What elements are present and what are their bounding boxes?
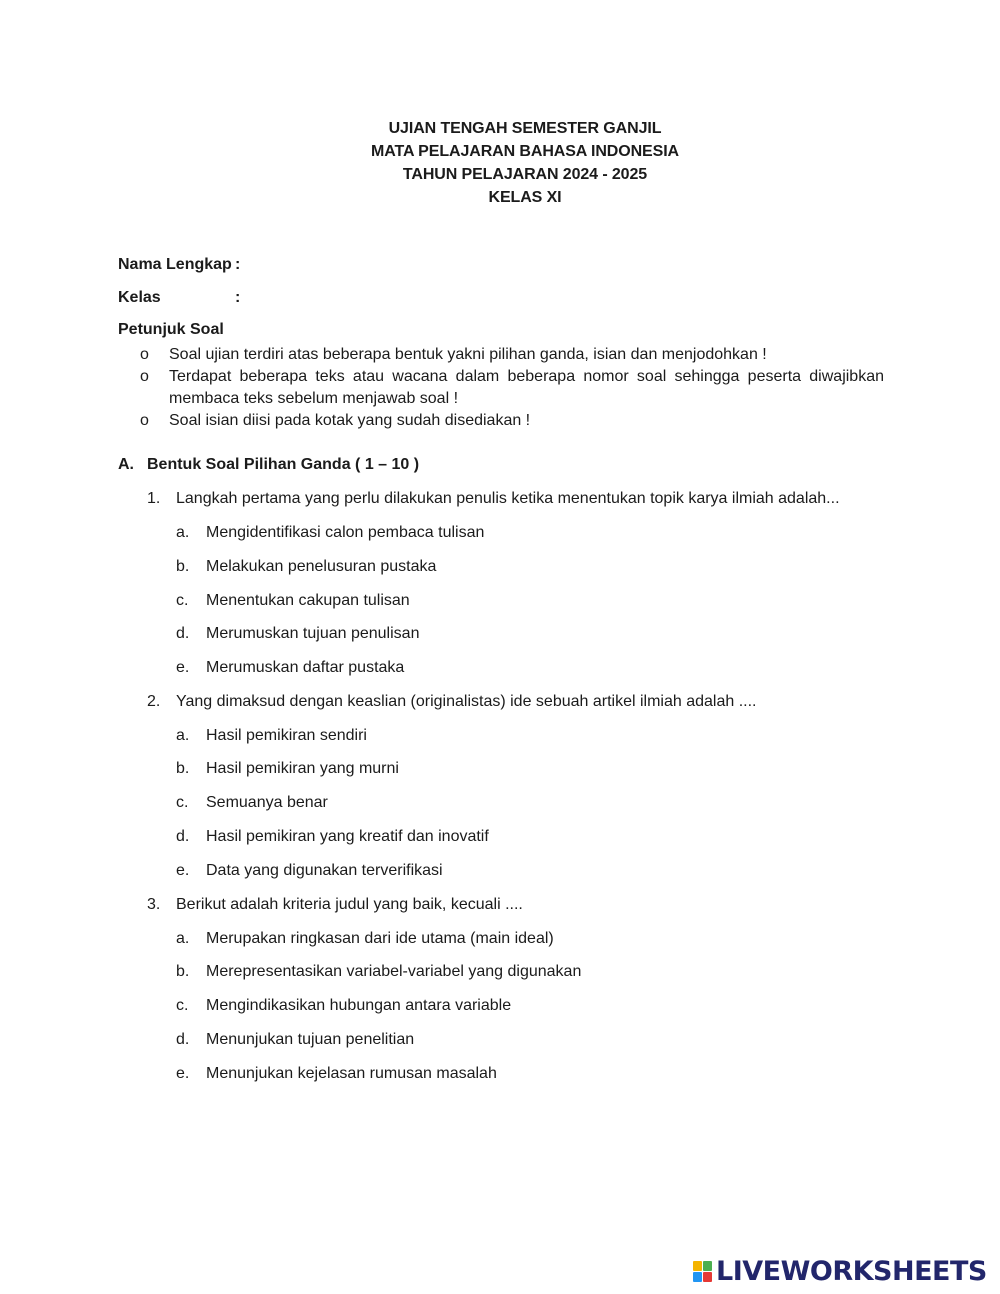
option-text: Data yang digunakan terverifikasi — [206, 862, 443, 879]
option-text: Menunjukan kejelasan rumusan masalah — [206, 1065, 497, 1082]
section-letter: A. — [118, 456, 134, 473]
answer-option[interactable] — [176, 794, 328, 812]
answer-option[interactable] — [176, 862, 443, 880]
logo-tile — [703, 1272, 712, 1282]
option-letter: e. — [176, 659, 190, 676]
option-letter: d. — [176, 625, 190, 642]
name-colon: : — [235, 256, 241, 273]
option-letter: a. — [176, 524, 190, 541]
instructions-title: Petunjuk Soal — [118, 321, 224, 338]
question-2 — [147, 693, 756, 711]
instruction-item — [118, 366, 884, 410]
answer-option[interactable] — [176, 997, 511, 1015]
liveworksheets-logo[interactable] — [693, 1256, 987, 1287]
answer-option[interactable] — [176, 930, 554, 948]
instruction-text: Soal isian diisi pada kotak yang sudah disediakan ! — [169, 412, 531, 429]
option-letter: d. — [176, 1031, 190, 1048]
answer-option[interactable] — [176, 1065, 497, 1083]
question-3 — [147, 896, 523, 914]
name-field — [118, 256, 241, 274]
header-line-1: UJIAN TENGAH SEMESTER GANJIL — [388, 120, 662, 137]
option-text: Mengindikasikan hubungan antara variable — [206, 997, 512, 1014]
option-text: Mengidentifikasi calon pembaca tulisan — [206, 524, 485, 541]
option-letter: b. — [176, 963, 190, 980]
option-letter: b. — [176, 558, 190, 575]
logo-tile — [693, 1261, 702, 1271]
instructions-list — [118, 344, 884, 432]
class-label: Kelas — [118, 289, 161, 306]
bullet-mark: o — [140, 412, 149, 429]
option-letter: a. — [176, 727, 190, 744]
option-letter: d. — [176, 828, 190, 845]
option-text: Menentukan cakupan tulisan — [206, 592, 410, 609]
bullet-mark: o — [140, 346, 149, 363]
section-heading — [118, 456, 419, 474]
instruction-item — [118, 344, 884, 366]
option-letter: a. — [176, 930, 190, 947]
answer-option[interactable] — [176, 592, 410, 610]
header-line-4: KELAS XI — [488, 189, 562, 206]
option-text: Merupakan ringkasan dari ide utama (main ideal) — [206, 930, 554, 947]
option-letter: e. — [176, 862, 190, 879]
class-field — [118, 289, 241, 307]
option-letter: c. — [176, 794, 189, 811]
option-text: Merepresentasikan variabel-variabel yang digunakan — [206, 963, 582, 980]
answer-option[interactable] — [176, 760, 399, 778]
class-colon: : — [235, 289, 241, 306]
option-letter: b. — [176, 760, 190, 777]
question-number: 3. — [147, 896, 161, 913]
question-text: Yang dimaksud dengan keaslian (originalistas) ide sebuah artikel ilmiah adalah .... — [176, 693, 757, 710]
logo-tile — [693, 1272, 702, 1282]
answer-option[interactable] — [176, 524, 484, 542]
header-line-2: MATA PELAJARAN BAHASA INDONESIA — [370, 143, 680, 160]
option-text: Merumuskan daftar pustaka — [206, 659, 405, 676]
option-text: Hasil pemikiran sendiri — [206, 727, 367, 744]
option-letter: c. — [176, 997, 189, 1014]
option-text: Semuanya benar — [206, 794, 328, 811]
instruction-item — [118, 410, 884, 432]
answer-option[interactable] — [176, 727, 367, 745]
answer-option[interactable] — [176, 828, 489, 846]
name-label: Nama Lengkap — [118, 256, 232, 273]
option-text: Merumuskan tujuan penulisan — [206, 625, 420, 642]
option-text: Menunjukan tujuan penelitian — [206, 1031, 415, 1048]
option-text: Hasil pemikiran yang murni — [206, 760, 399, 777]
question-text: Langkah pertama yang perlu dilakukan penulis ketika menentukan topik karya ilmiah adalah... — [176, 490, 840, 507]
answer-option[interactable] — [176, 558, 436, 576]
option-text: Hasil pemikiran yang kreatif dan inovatif — [206, 828, 489, 845]
option-text: Melakukan penelusuran pustaka — [206, 558, 437, 575]
answer-option[interactable] — [176, 659, 404, 677]
answer-option[interactable] — [176, 1031, 414, 1049]
logo-text: LIVEWORKSHEETS — [716, 1256, 987, 1287]
instruction-text: Soal ujian terdiri atas beberapa bentuk yakni pilihan ganda, isian dan menjodohkan ! — [169, 346, 767, 363]
option-letter: e. — [176, 1065, 190, 1082]
bullet-mark: o — [140, 368, 149, 385]
option-letter: c. — [176, 592, 189, 609]
question-number: 2. — [147, 693, 161, 710]
answer-option[interactable] — [176, 963, 581, 981]
section-title: Bentuk Soal Pilihan Ganda ( 1 – 10 ) — [147, 456, 420, 473]
logo-tile — [703, 1261, 712, 1271]
answer-option[interactable] — [176, 625, 419, 643]
header-line-3: TAHUN PELAJARAN 2024 - 2025 — [402, 166, 648, 183]
question-1 — [147, 490, 840, 508]
instruction-text: Terdapat beberapa teks atau wacana dalam beberapa nomor soal sehingga peserta diwajibkan membaca teks sebelum menjawab soal ! — [169, 368, 884, 407]
question-text: Berikut adalah kriteria judul yang baik, kecuali .... — [176, 896, 523, 913]
question-number: 1. — [147, 490, 161, 507]
liveworksheets-logo-icon — [693, 1261, 712, 1282]
exam-header — [0, 117, 1000, 209]
